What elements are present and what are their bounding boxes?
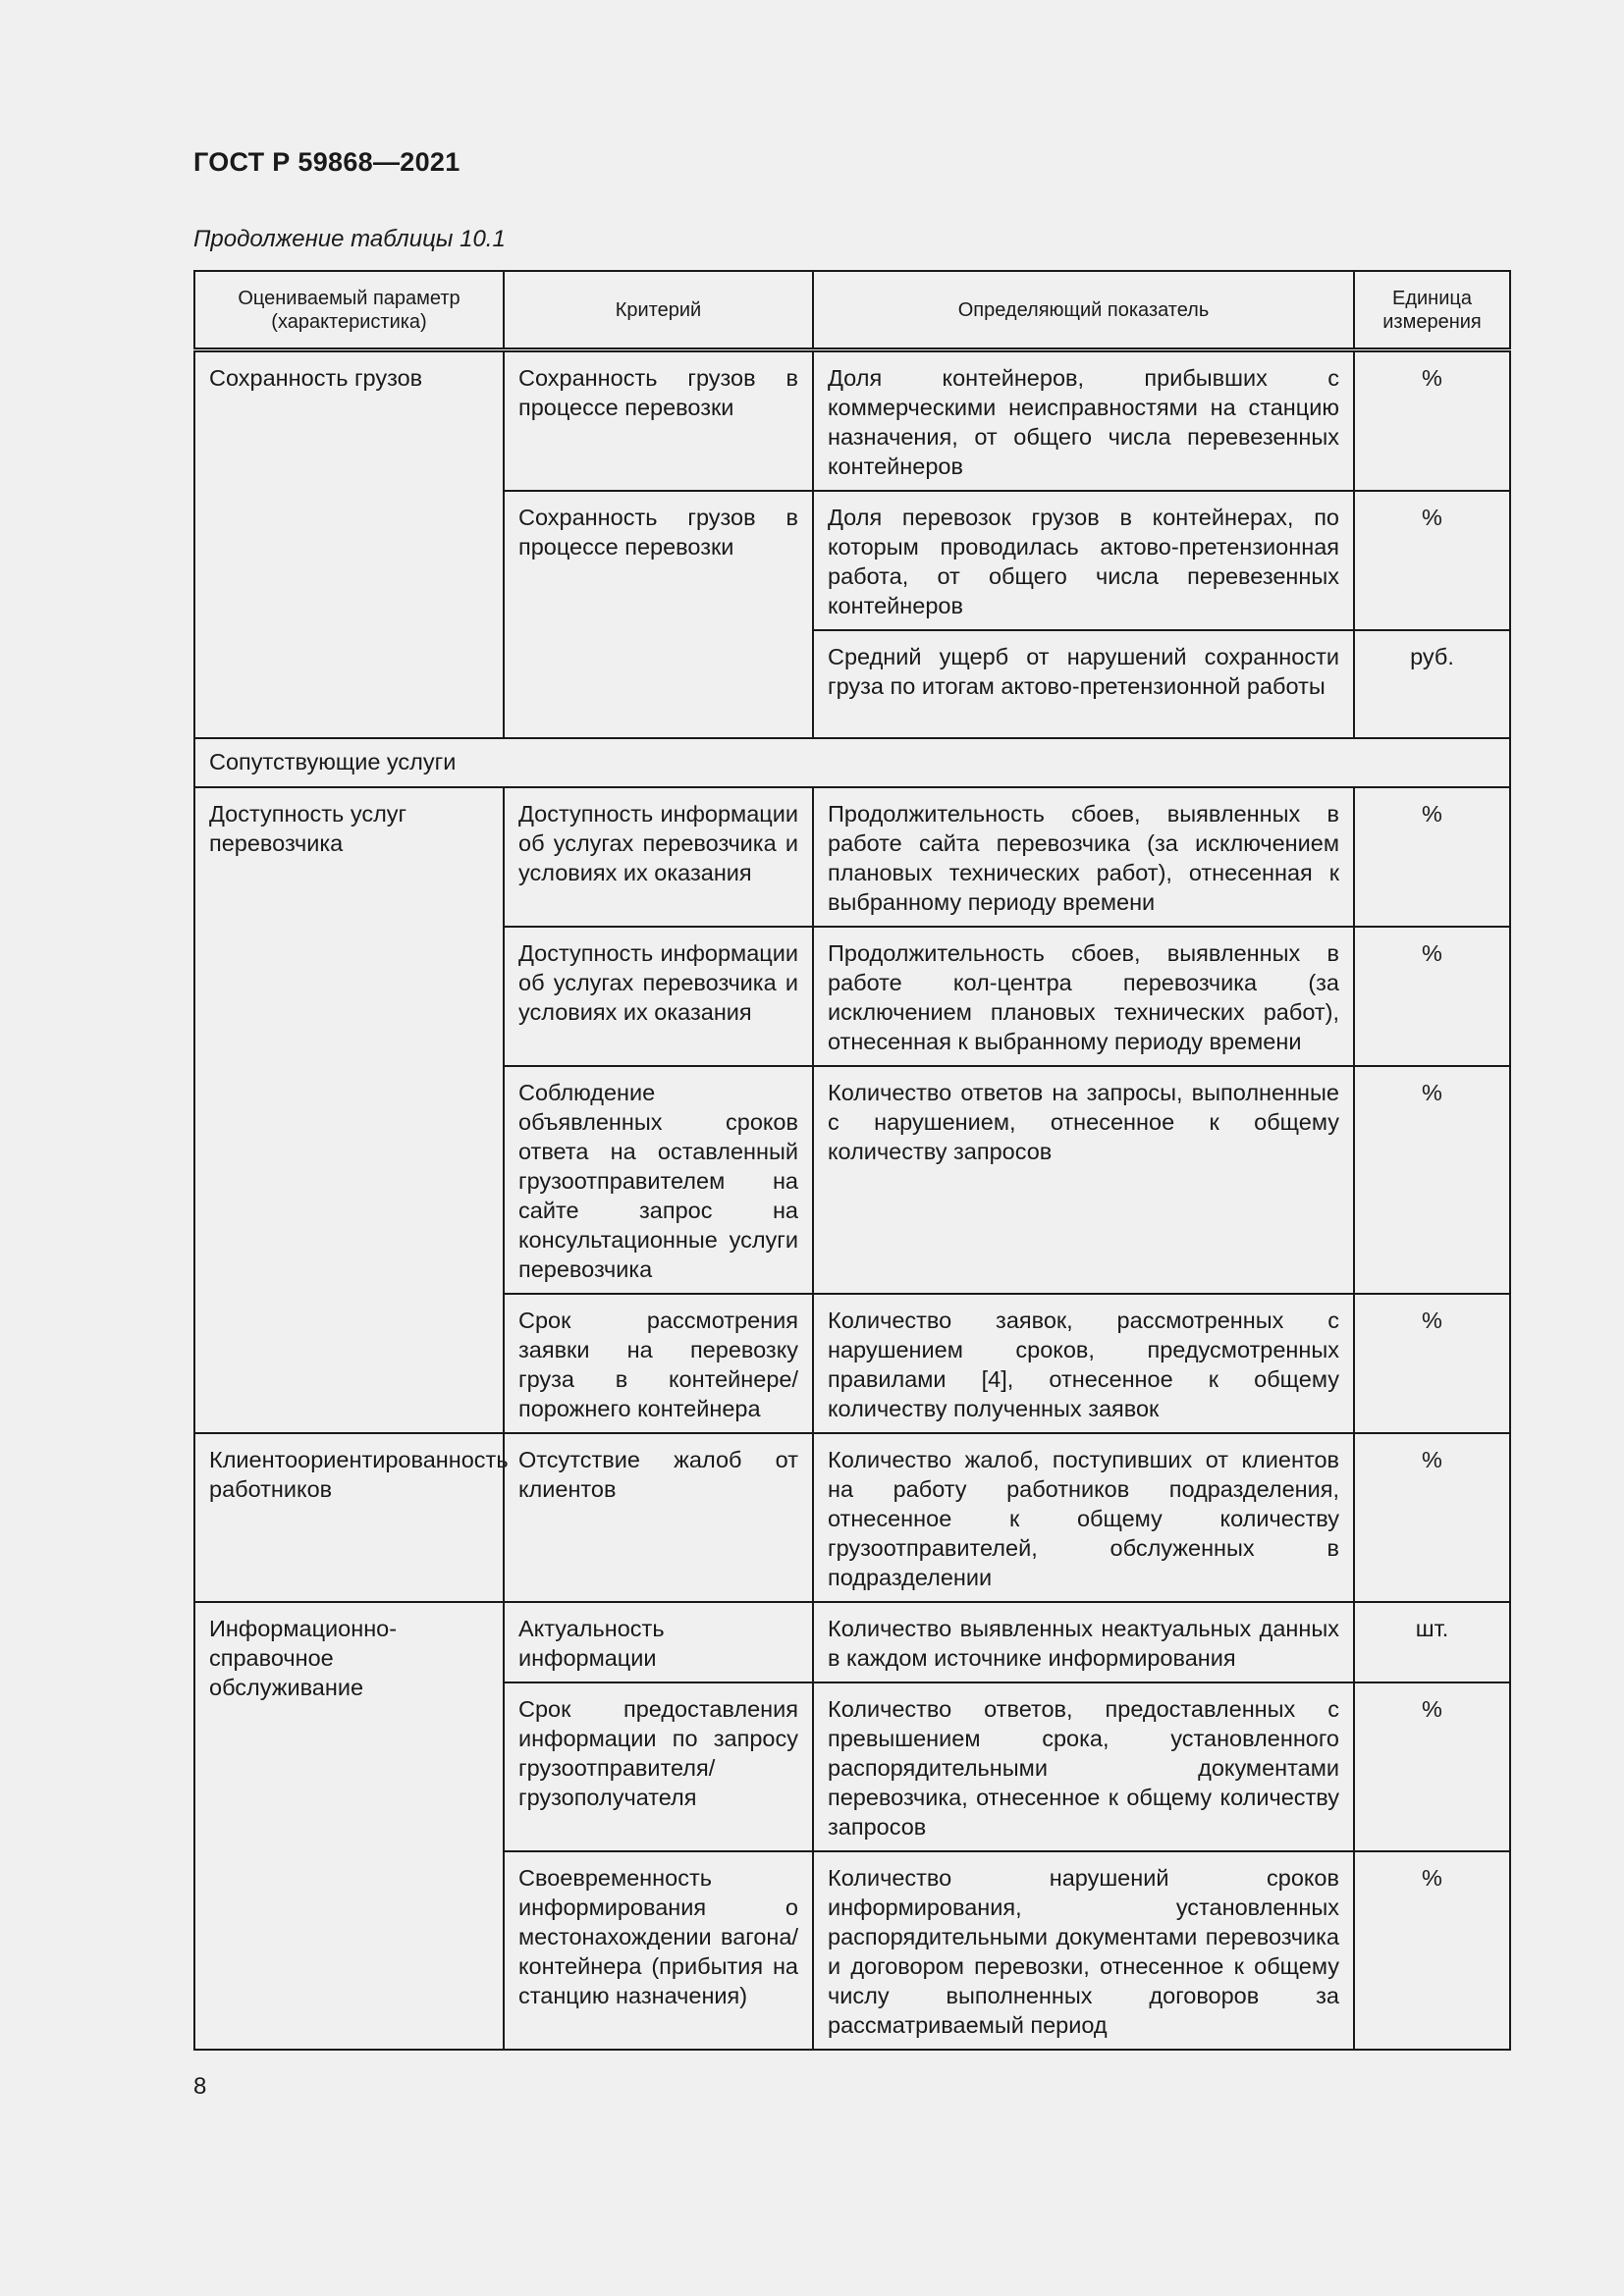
criterion-cell: Срок рассмотрения заявки на перевозку груза в контейнере/порожнего контейнера	[504, 1294, 813, 1433]
criteria-table-container	[193, 270, 1509, 2051]
criteria-table	[193, 270, 1511, 2051]
indicator-cell: Доля контейнеров, прибывших с коммерческими неисправностями на станцию назначения, от общего числа перевезенных контейнеров	[813, 350, 1354, 492]
column-header-unit: Единица измерения	[1354, 271, 1510, 350]
table-caption: Продолжение таблицы 10.1	[193, 226, 506, 252]
criterion-cell: Актуальность информации	[504, 1602, 813, 1682]
indicator-cell: Количество нарушений сроков информирования, установленных распорядительными документами перевозчика и договором перевозки, отнесенное к общему числу выполненных договоров за рассматриваемый период	[813, 1851, 1354, 2050]
section-title: Сопутствующие услуги	[194, 738, 1510, 787]
unit-cell: %	[1354, 787, 1510, 927]
criterion-cell: Своевременность информирования о местонахождении вагона/контейнера (прибытия на станцию назначения)	[504, 1851, 813, 2050]
criterion-cell: Сохранность грузов в процессе перевозки	[504, 350, 813, 492]
section-row	[194, 738, 1510, 787]
table-row	[194, 1602, 1510, 1682]
indicator-cell: Количество заявок, рассмотренных с нарушением сроков, предусмотренных правилами [4], отнесенное к общему количеству полученных заявок	[813, 1294, 1354, 1433]
indicator-cell: Продолжительность сбоев, выявленных в работе сайта перевозчика (за исключением плановых технических работ), отнесенная к выбранному периоду времени	[813, 787, 1354, 927]
criterion-cell: Сохранность грузов в процессе перевозки	[504, 491, 813, 738]
table-header-row	[194, 271, 1510, 350]
indicator-cell: Количество жалоб, поступивших от клиентов на работу работников подразделения, отнесенное к общему количеству грузоотправителей, обслуженных в подразделении	[813, 1433, 1354, 1602]
criterion-cell: Соблюдение объявленных сроков ответа на оставленный грузоотправителем на сайте запрос на консультационные услуги перевозчика	[504, 1066, 813, 1294]
table-row	[194, 787, 1510, 927]
document-title: ГОСТ Р 59868—2021	[193, 147, 460, 177]
unit-cell: %	[1354, 1066, 1510, 1294]
table-row	[194, 350, 1510, 492]
unit-cell: шт.	[1354, 1602, 1510, 1682]
indicator-cell: Продолжительность сбоев, выявленных в работе кол-центра перевозчика (за исключением плановых технических работ), отнесенная к выбранному периоду времени	[813, 927, 1354, 1066]
indicator-cell: Количество ответов, предоставленных с превышением срока, установленного распорядительными документами перевозчика, отнесенное к общему количеству запросов	[813, 1682, 1354, 1851]
criterion-cell: Доступность информации об услугах перевозчика и условиях их оказания	[504, 787, 813, 927]
criterion-cell: Доступность информации об услугах перевозчика и условиях их оказания	[504, 927, 813, 1066]
unit-cell: %	[1354, 927, 1510, 1066]
parameter-cell: Информационно-справочное обслуживание	[194, 1602, 504, 2050]
criterion-cell: Отсутствие жалоб от клиентов	[504, 1433, 813, 1602]
unit-cell: %	[1354, 350, 1510, 492]
column-header-indicator: Определяющий показатель	[813, 271, 1354, 350]
unit-cell: %	[1354, 1433, 1510, 1602]
unit-cell: %	[1354, 491, 1510, 630]
unit-cell: руб.	[1354, 630, 1510, 738]
indicator-cell: Средний ущерб от нарушений сохранности груза по итогам актово-претензионной работы	[813, 630, 1354, 738]
unit-cell: %	[1354, 1682, 1510, 1851]
parameter-cell: Сохранность грузов	[194, 350, 504, 739]
parameter-cell: Клиентоориентированность работников	[194, 1433, 504, 1602]
page-number: 8	[193, 2073, 207, 2100]
criterion-cell: Срок предоставления информации по запросу грузоотправителя/грузополучателя	[504, 1682, 813, 1851]
indicator-cell: Количество выявленных неактуальных данных в каждом источнике информирования	[813, 1602, 1354, 1682]
column-header-parameter: Оцениваемый параметр (характеристика)	[194, 271, 504, 350]
parameter-cell: Доступность услуг перевозчика	[194, 787, 504, 1433]
table-row	[194, 1433, 1510, 1602]
column-header-criterion: Критерий	[504, 271, 813, 350]
unit-cell: %	[1354, 1294, 1510, 1433]
indicator-cell: Количество ответов на запросы, выполненные с нарушением, отнесенное к общему количеству запросов	[813, 1066, 1354, 1294]
indicator-cell: Доля перевозок грузов в контейнерах, по которым проводилась актово-претензионная работа, от общего числа перевезенных контейнеров	[813, 491, 1354, 630]
unit-cell: %	[1354, 1851, 1510, 2050]
